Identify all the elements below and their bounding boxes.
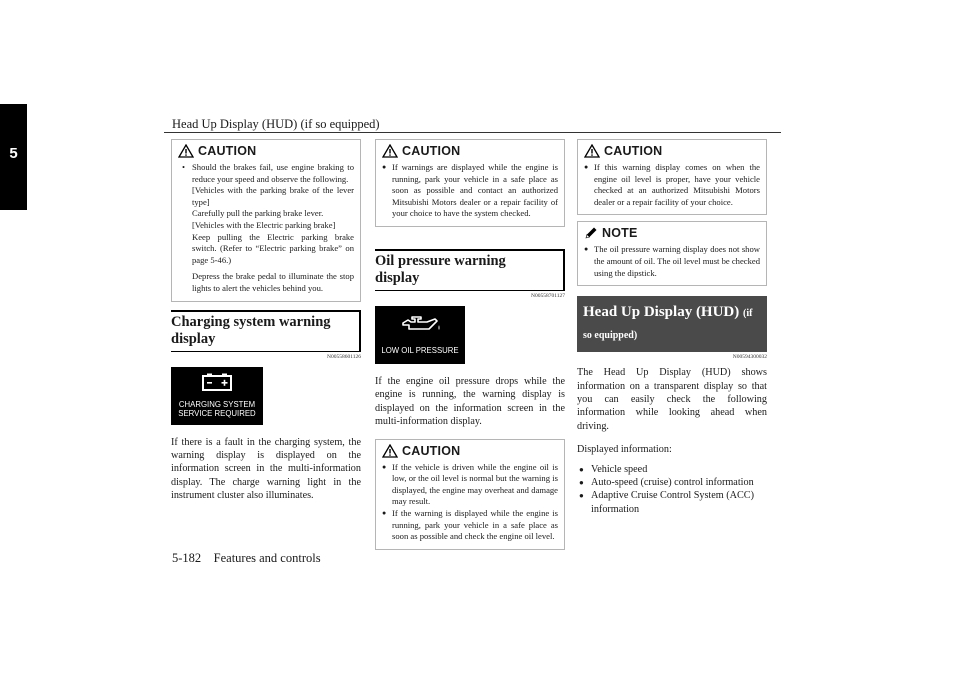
warning-triangle-icon [382,144,398,158]
caution-line: Depress the brake pedal to illuminate the stop lights to alert the vehicles behind you. [192,271,354,293]
section-rule [171,351,361,352]
warning-triangle-icon [178,144,194,158]
caution-text [382,462,558,543]
note-text [584,244,760,279]
list-item: ● Vehicle speed [577,463,767,476]
chapter-number: 5 [9,145,18,162]
caution-box-warnings [375,139,565,227]
caution-line: [Vehicles with the parking brake of the lever type] [192,185,354,207]
caution-text [178,162,354,295]
caution-label: CAUTION [402,443,461,458]
display-text-line: CHARGING SYSTEM [178,399,256,409]
oil-can-icon [399,314,443,334]
column-3 [577,139,767,516]
section-rule [375,290,565,291]
caution-header [178,143,354,159]
page-number-footer: 5-182 Features and controls [172,551,321,565]
note-item: ● The oil pressure warning display does not show the amount of oil. The oil level must be checked using the dipstick. [584,244,760,279]
display-text-line: SERVICE REQUIRED [178,408,256,418]
page-header-title: Head Up Display (HUD) (if so equipped) [172,117,380,131]
column-1 [171,139,361,513]
caution-label: CAUTION [402,144,461,158]
displayed-info-label: Displayed information: [577,444,672,456]
body-paragraph: If there is a fault in the charging system, the warning display is displayed on the information screen in the multi-information display. The charge warning light in the instrument cluster also illuminates. [171,436,361,502]
caution-box-brakes [171,139,361,302]
caution-box-oil [375,439,565,550]
battery-icon [201,373,233,391]
displayed-info-list [577,463,767,517]
caution-item: ● If warnings are displayed while the engine is running, park your vehicle in a safe place as soon as possible and contact an authorized Mitsubishi Motors dealer or a repair facility of your choice to have the system checked. [382,162,558,220]
note-pencil-icon [584,226,598,240]
caution-line: Keep pulling the Electric parking brake switch. (Refer to “Electric parking brake” on page 5-46.) [192,231,354,265]
note-header [584,225,760,241]
caution-item: ● If this warning display comes on when the engine oil level is proper, have your vehicle checked at an authorized Mitsubishi Motors dealer or a repair facility of your choice. [584,162,760,208]
caution-header [382,443,558,459]
caution-line: • Should the brakes fail, use engine braking to reduce your speed and observe the following. [182,162,354,184]
caution-header [382,143,558,159]
body-paragraph: The Head Up Display (HUD) shows information on a transparent display so that you can easily check the following information while looking ahead when driving. Displayed information: [577,367,767,456]
caution-text [584,162,760,208]
body-paragraph: If the engine oil pressure drops while the engine is running, the warning display is displayed on the information screen in the multi-information display. [375,375,565,428]
caution-text [382,162,558,220]
section-heading-hud: Head Up Display (HUD) (if so equipped) [577,296,767,352]
charging-warning-display-image [171,367,263,425]
caution-header [584,143,760,159]
caution-label: CAUTION [198,144,257,158]
caution-label: CAUTION [604,144,663,158]
section-code: N00558601126 [326,353,361,360]
header-rule [164,132,781,133]
display-text-line: LOW OIL PRESSURE [381,345,459,355]
section-heading-charging: Charging system warning display [171,310,361,351]
list-item: ● Auto-speed (cruise) control information [577,476,767,489]
section-code: N00594300032 [732,354,767,361]
caution-box-oil-level [577,139,767,215]
warning-triangle-icon [584,144,600,158]
caution-item: ● If the warning is displayed while the engine is running, park your vehicle in a safe place as soon as possible and check the engine oil level. [382,508,558,543]
column-2 [375,139,565,558]
caution-item: ● If the vehicle is driven while the engine oil is low, or the oil level is normal but the warning is displayed, the engine may overheat and damage may result. [382,462,558,508]
oil-pressure-warning-display-image [375,306,465,364]
warning-triangle-icon [382,444,398,458]
note-label: NOTE [602,226,638,241]
note-box [577,221,767,286]
caution-line: [Vehicles with the Electric parking brake] [192,219,336,230]
section-heading-oil: Oil pressure warning display [375,249,565,290]
list-item: ● Adaptive Cruise Control System (ACC) information [577,489,767,516]
section-code: N00558701127 [530,292,565,299]
caution-line: Carefully pull the parking brake lever. [192,208,324,219]
